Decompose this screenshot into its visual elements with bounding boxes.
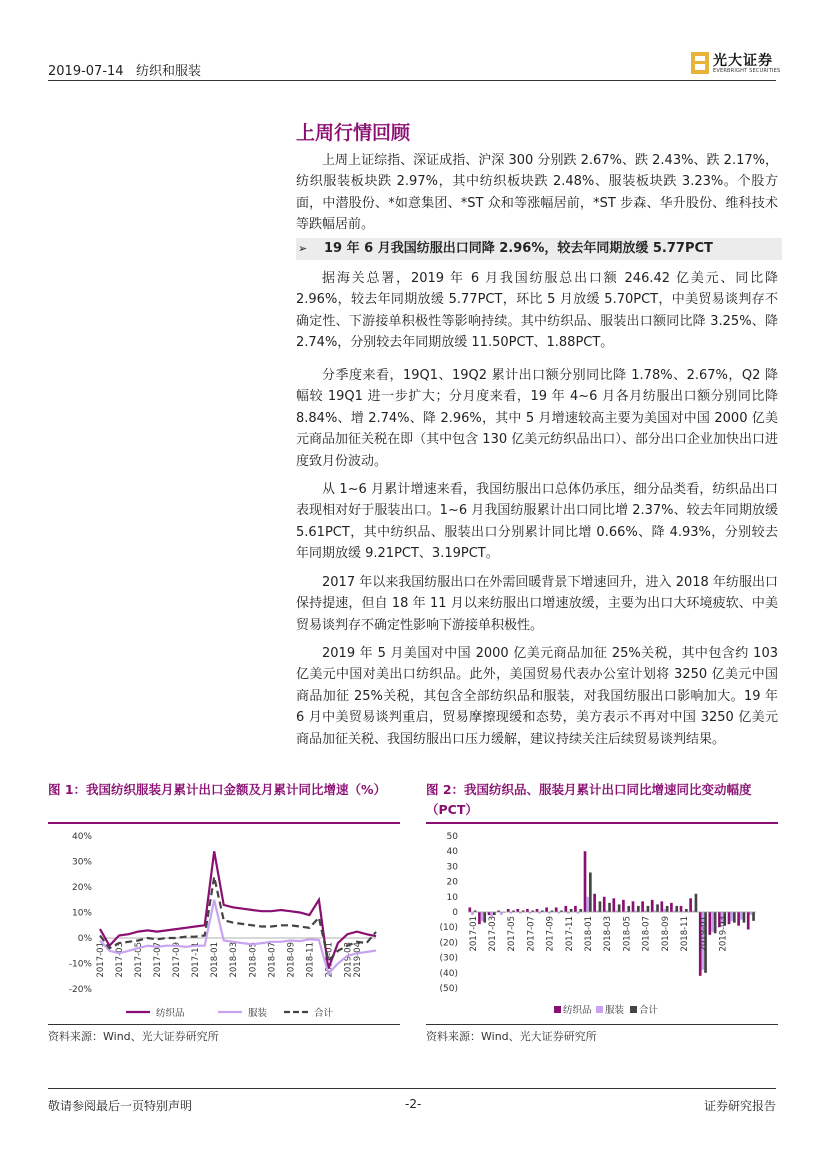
bar-3 — [570, 909, 573, 912]
x-tick-label: 2019-01 — [324, 942, 335, 978]
y-tick-label: -10% — [68, 959, 92, 970]
y-tick-label: 30 — [446, 862, 458, 873]
header-divider — [48, 80, 776, 81]
bar-3 — [589, 872, 592, 912]
figure2-source-rule — [426, 1024, 778, 1025]
bar-1 — [660, 901, 663, 912]
figure1-rule — [48, 822, 400, 824]
arrow-icon: ➢ — [298, 242, 308, 255]
x-tick-label: 2017-01 — [468, 916, 479, 952]
x-tick-label: 2017-03 — [115, 942, 126, 978]
legend-label: 纺织品 — [563, 1005, 592, 1016]
x-tick-label: 2018-07 — [267, 942, 278, 978]
figure1-source: 资料来源：Wind、光大证券研究所 — [48, 1030, 219, 1043]
figure2-title: 图 2：我国纺织品、服装月累计出口同比增速同比变动幅度（PCT） — [426, 782, 752, 817]
paragraph-2017: 2017 年以来我国纺服出口在外需回暖背景下增速回升，进入 2018 年纺服出口保持提速，但自 18 年 11 月以来纺服出口增速放缓，主要为出口大环境疲软、中美贸易谈判存不确定性影响下游接单积极性。 — [296, 575, 778, 633]
bar-2 — [663, 909, 666, 912]
x-tick-label: 2017-11 — [564, 916, 575, 952]
y-tick-label: (10) — [439, 923, 458, 934]
x-tick-label: 2017-05 — [134, 942, 145, 978]
bar-1 — [641, 901, 644, 912]
bar-2 — [730, 912, 733, 921]
bar-2 — [740, 912, 743, 920]
x-tick-label: 2017-09 — [545, 916, 556, 952]
footer-disclaimer: 敬请参阅最后一页特别声明 — [48, 1099, 193, 1113]
bar-2 — [500, 912, 503, 915]
section-title: 上周行情回顾 — [296, 122, 411, 144]
x-tick-label: 2018-01 — [584, 916, 594, 952]
bar-1 — [536, 909, 539, 912]
y-tick-label: 0% — [77, 934, 92, 944]
paragraph-market-review: 上周上证综指、深证成指、沪深 300 分别跌 2.67%、跌 2.43%、跌 2.17%，纺织服装板块跌 2.97%，其中纺织板块跌 2.48%、服装板块跌 3.23%。个股方面，中潜股份、*如意集团、*ST 众和等涨幅居前，*ST 步森、华升股份、维科技术等跌幅居前。 — [296, 153, 778, 233]
paragraph-tariff: 2019 年 5 月美国对中国 2000 亿美元商品加征 25%关税，其中包含约 103 亿美元中国对美出口纺织品。此外，美国贸易代表办公室计划将 3250 亿美元中国商品加征 25%关税，其包含全部纺织品和服装，对我国纺服出口影响加大。19 年 6 月中美贸易谈判重启，贸易摩擦现缓和态势，美方表示不再对中国 3250 亿美元商品加征关税、我国纺服出口压力缓解，建议持续关注后续贸易谈判结果。 — [296, 646, 778, 747]
y-tick-label: 30% — [71, 857, 92, 868]
paragraph-cumulative: 从 1~6 月累计增速来看，我国纺服出口总体仍承压，细分品类看，纺织品出口表现相对好于服装出口。1~6 月我国纺服累计出口同比增 2.37%、较去年同期放缓 5.61PCT，其中纺织品、服装出口分别累计同比增 0.66%、降 4.93%，分别较去年同期放缓 9.21PCT、3.19PCT。 — [296, 482, 778, 562]
bar-3 — [752, 912, 755, 921]
bar-2 — [586, 897, 589, 912]
bar-2 — [750, 912, 753, 915]
bar-1 — [612, 898, 615, 912]
bar-3 — [637, 906, 640, 912]
x-tick-label: 2018-09 — [286, 942, 297, 978]
x-tick-label: 2018-07 — [641, 916, 652, 952]
bar-1 — [670, 903, 673, 912]
bar-3 — [685, 909, 688, 912]
x-tick-label: 2017-03 — [488, 916, 498, 952]
paragraph-quarterly: 分季度来看，19Q1、19Q2 累计出口额分别同比降 1.78%、2.67%，Q2 降幅较 19Q1 进一步扩大；分月度来看，19 年 4~6 月各月纺服出口额分别同比降 8.84%、增 2.74%、降 2.96%，其中 5 月增速较高主要为美国对中国 2000 亿美元商品加征关税在即（其中包含 130 亿美元纺织品出口）、部分出口企业加快出口进度致月份波动。 — [296, 368, 778, 469]
x-tick-label: 2017-07 — [526, 916, 537, 952]
y-tick-label: 40% — [71, 832, 92, 842]
bar-2 — [481, 912, 484, 921]
y-tick-label: 40 — [446, 847, 458, 858]
x-tick-label: 2017-01 — [96, 942, 106, 978]
bar-3 — [675, 906, 678, 912]
y-tick-label: (30) — [439, 953, 458, 964]
bar-1 — [603, 897, 606, 912]
bar-1 — [488, 912, 491, 915]
bar-3 — [714, 912, 717, 933]
bar-2 — [471, 912, 474, 915]
y-tick-label: 20% — [71, 883, 92, 893]
bar-1 — [622, 900, 625, 912]
figure1-title: 图 1：我国纺织服装月累计出口金额及月累计同比增速（%） — [48, 782, 387, 797]
x-tick-label: 2017-09 — [172, 942, 183, 978]
x-tick-label: 2018-11 — [680, 916, 690, 952]
bar-1 — [526, 909, 529, 912]
x-tick-label: 2018-11 — [305, 942, 316, 978]
bar-1 — [651, 900, 654, 912]
logo-mark-icon — [691, 52, 709, 74]
x-tick-label: 2018-05 — [622, 916, 633, 952]
x-tick-label: 2017-05 — [507, 916, 518, 952]
bar-3 — [493, 912, 496, 915]
page-number: -2- — [405, 1097, 422, 1111]
bar-2 — [490, 912, 493, 917]
header-category: 纺织和服装 — [135, 64, 201, 79]
figure2-rule — [426, 822, 778, 824]
x-tick-label: 2019-03 — [343, 942, 354, 978]
bar-3 — [599, 901, 602, 912]
y-tick-label: (40) — [439, 968, 458, 979]
bar-1 — [737, 912, 740, 926]
bar-1 — [545, 907, 548, 912]
paragraph-customs: 据海关总署，2019 年 6 月我国纺服总出口额 246.42 亿美元、同比降 2.96%，较去年同期放缓 5.77PCT，环比 5 月放缓 5.70PCT，中美贸易谈判存不确定性、下游接单积极性等影响持续。其中纺织品、服装出口额同比降 3.25%、降 2.74%，分别较去年同期放缓 11.50PCT、1.88PCT。 — [296, 271, 778, 351]
x-tick-label: 2017-07 — [153, 942, 164, 978]
legend-swatch — [554, 1006, 561, 1013]
bar-3 — [666, 906, 669, 912]
figure1-source-rule — [48, 1024, 400, 1025]
bar-1 — [555, 907, 558, 912]
y-tick-label: 10 — [446, 892, 458, 903]
bar-2 — [711, 912, 714, 932]
y-tick-label: 10% — [71, 908, 92, 919]
bar-1 — [593, 894, 596, 912]
x-tick-label: 2018-01 — [210, 942, 221, 978]
bar-1 — [507, 909, 510, 912]
bar-1 — [468, 907, 471, 912]
x-tick-label: 2019-01 — [699, 916, 710, 952]
figure2-chart — [426, 826, 778, 1024]
legend-swatch — [630, 1006, 637, 1013]
bar-1 — [747, 912, 750, 929]
legend-label: 服装 — [605, 1005, 625, 1016]
x-tick-label: 2018-03 — [603, 916, 614, 952]
footer-divider — [48, 1088, 776, 1089]
x-tick-label: 2019-04 — [352, 942, 363, 978]
x-tick-label: 2018-09 — [660, 916, 671, 952]
figure1-chart — [48, 826, 400, 1024]
bar-1 — [516, 909, 519, 912]
y-tick-label: 20 — [446, 877, 458, 888]
bullet-headline — [296, 238, 782, 260]
bar-3 — [579, 909, 582, 912]
y-tick-label: -20% — [68, 985, 92, 995]
x-tick-label: 2017-11 — [191, 942, 202, 978]
header-date: 2019-07-14 — [48, 64, 124, 79]
bar-3 — [627, 906, 630, 912]
bar-3 — [483, 912, 486, 923]
y-tick-label: 50 — [446, 832, 458, 842]
header-date-category — [48, 60, 201, 79]
legend-swatch — [596, 1006, 603, 1013]
bar-3 — [608, 903, 611, 912]
bar-3 — [695, 894, 698, 912]
x-tick-label: 2018-03 — [229, 942, 240, 978]
bar-1 — [680, 906, 683, 912]
figure2-source: 资料来源：Wind、光大证券研究所 — [426, 1030, 597, 1043]
footer-report-type: 证券研究报告 — [703, 1099, 776, 1113]
bar-1 — [564, 906, 567, 912]
logo-cn: 光大证券 — [713, 53, 773, 69]
legend-label: 合计 — [639, 1005, 659, 1016]
y-tick-label: (20) — [439, 938, 458, 949]
legend-label: 服装 — [248, 1008, 268, 1019]
bar-3 — [618, 904, 621, 912]
bar-3 — [647, 906, 650, 912]
company-logo — [691, 50, 781, 78]
y-tick-label: (50) — [439, 984, 458, 994]
legend-label: 纺织品 — [156, 1008, 185, 1019]
x-tick-label: 2019-03 — [718, 916, 729, 952]
y-tick-label: 0 — [452, 908, 458, 918]
bar-1 — [632, 901, 635, 912]
bar-1 — [584, 851, 587, 912]
x-tick-label: 2018-05 — [248, 942, 259, 978]
bar-3 — [733, 912, 736, 923]
bar-1 — [689, 898, 692, 912]
logo-en: EVERBRIGHT SECURITIES — [713, 68, 781, 74]
legend-label: 合计 — [314, 1008, 334, 1019]
bar-3 — [743, 912, 746, 923]
bar-1 — [574, 906, 577, 912]
bar-3 — [656, 904, 659, 912]
bullet-text: 19 年 6 月我国纺服出口同降 2.96%，较去年同期放缓 5.77PCT — [324, 241, 713, 256]
